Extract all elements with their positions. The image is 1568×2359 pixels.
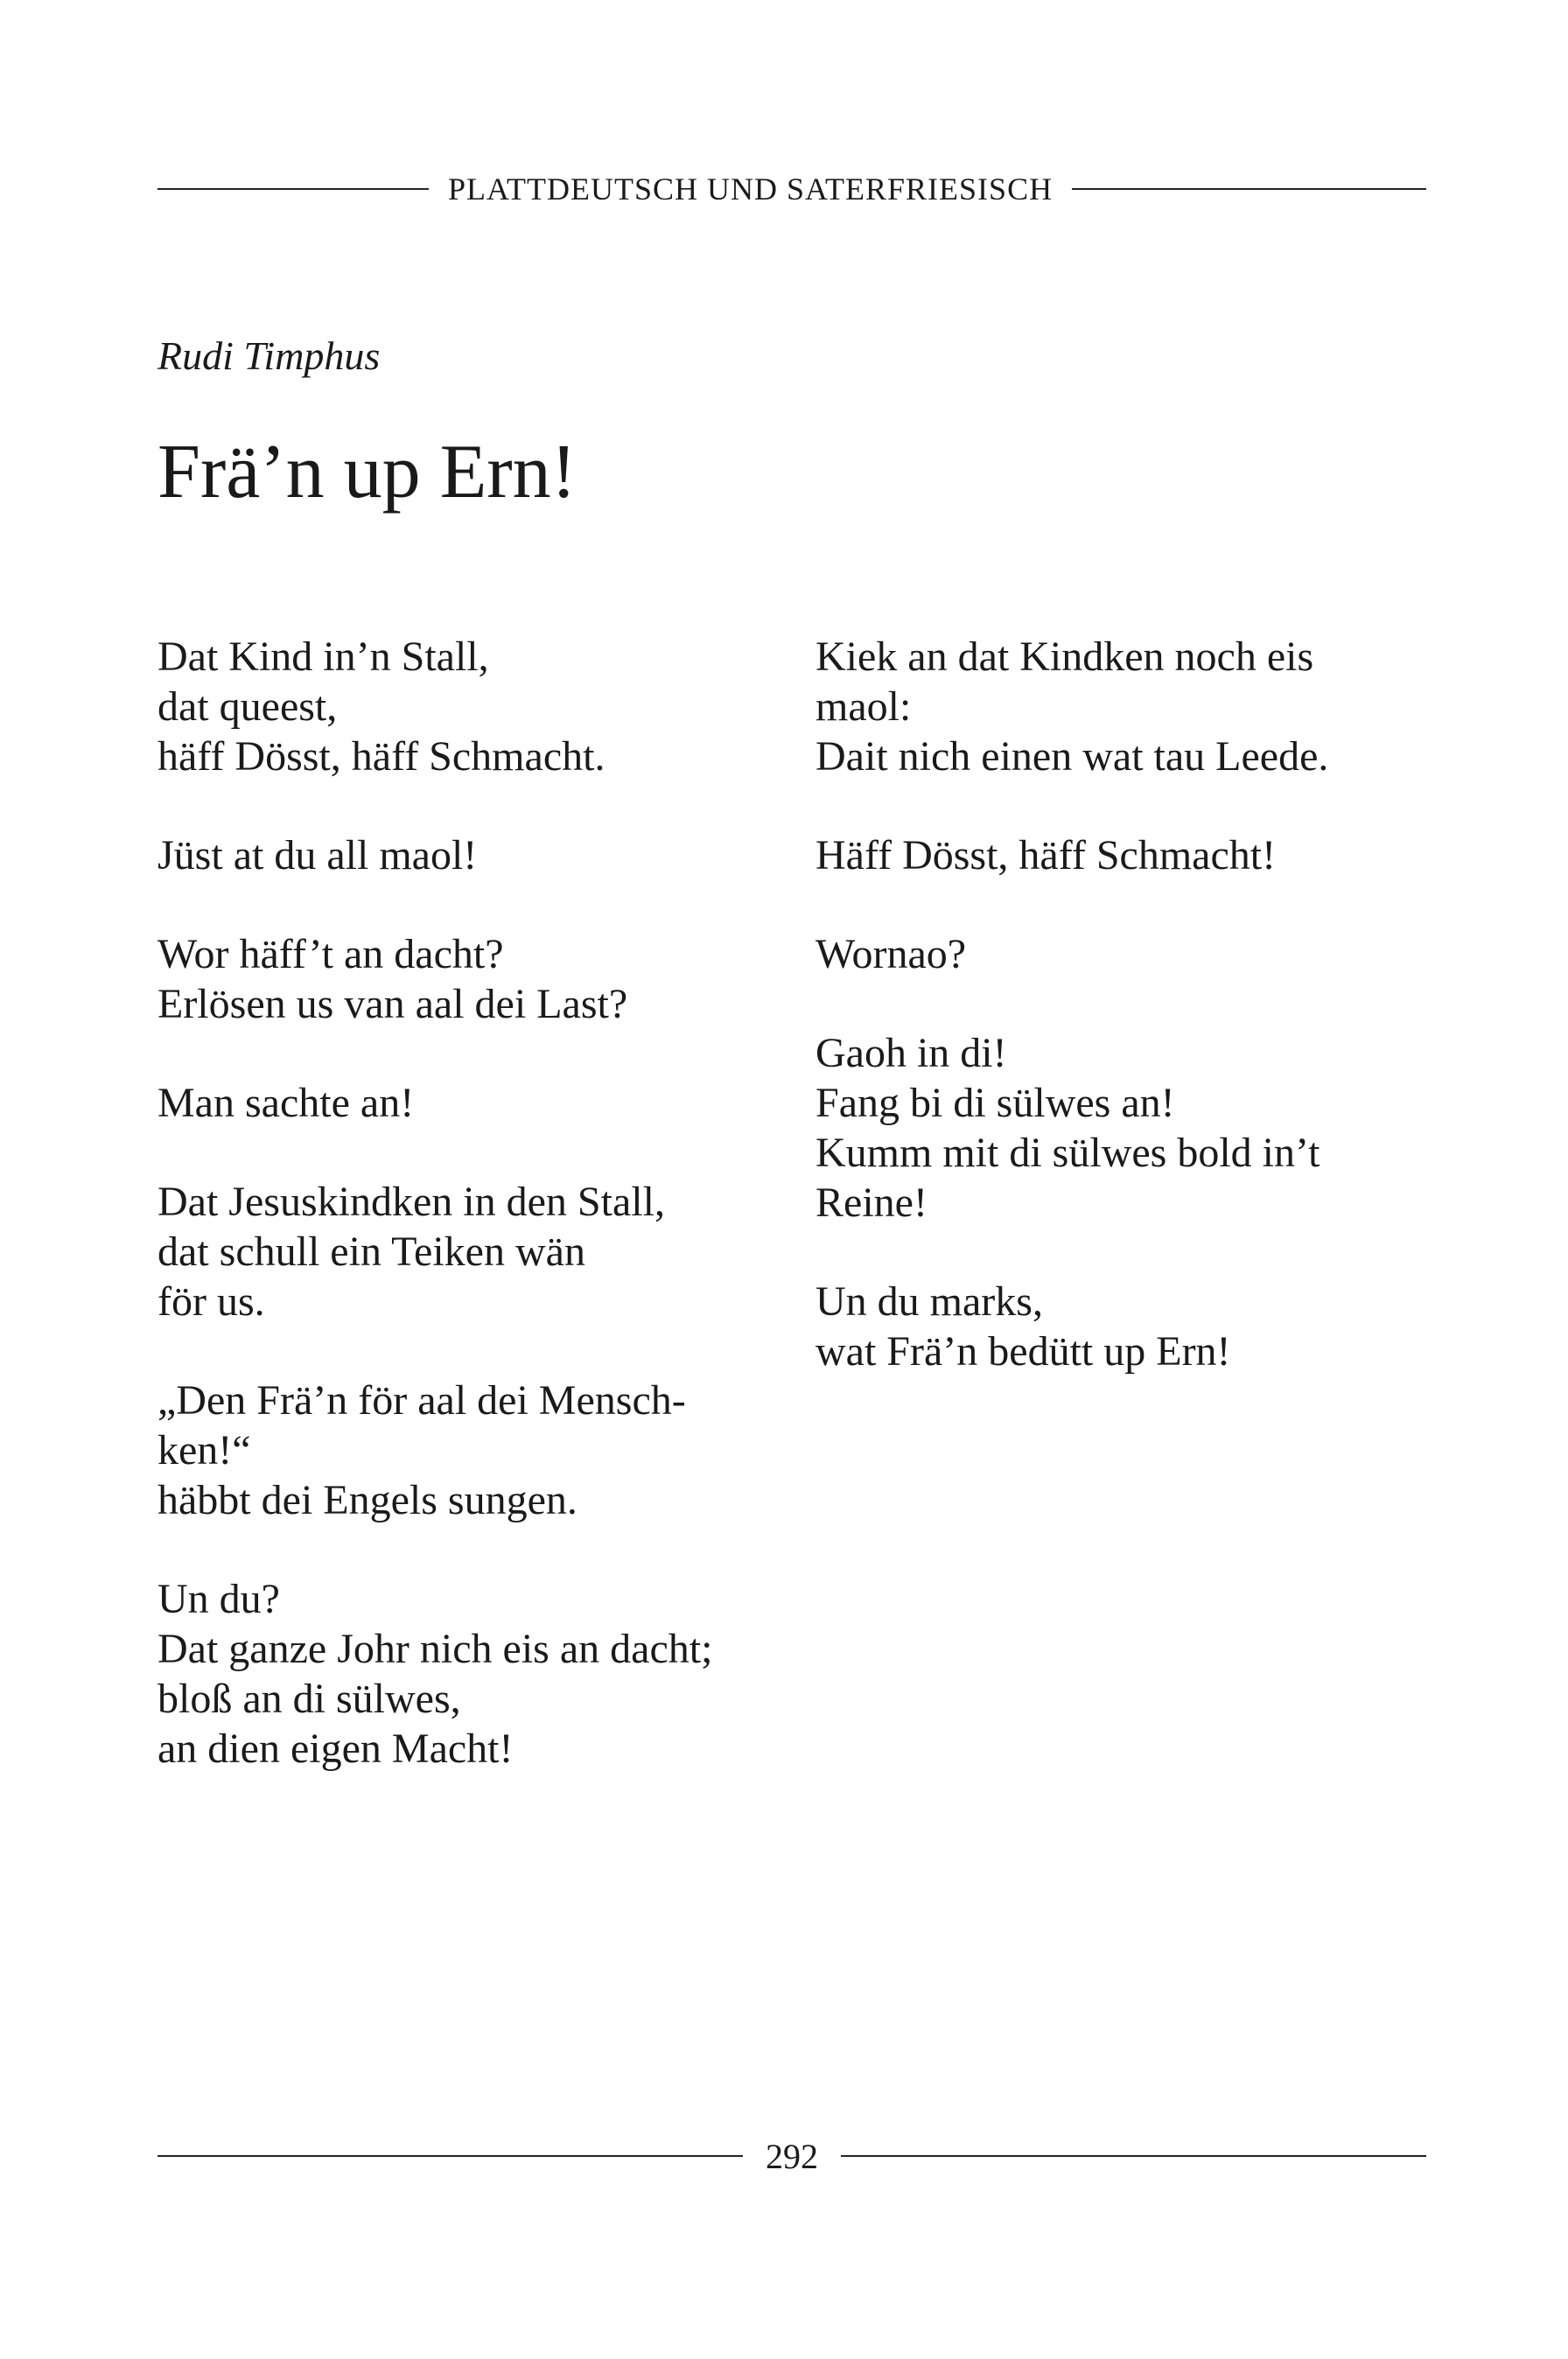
page-number: 292 (766, 2136, 818, 2176)
page-footer (158, 2130, 1426, 2182)
running-header-text: PLATTDEUTSCH UND SATERFRIESISCH (448, 172, 1054, 206)
poem-line: Erlösen us van aal dei Last? (158, 981, 628, 1027)
poem-line: häff Dösst, häff Schmacht. (158, 733, 606, 780)
poem-line: wat Frä’n bedütt up Ern! (816, 1328, 1231, 1375)
poem-line: Dat Jesuskindken in den Stall, (158, 1179, 665, 1225)
stanza (816, 929, 1428, 979)
poem-line: bloß an di sülwes, (158, 1676, 461, 1722)
poem-line: Fang bi di sülwes an! (816, 1080, 1175, 1126)
header-rule-left (158, 188, 429, 190)
stanza (158, 1078, 822, 1128)
stanza (158, 1177, 822, 1326)
poem-line: häbbt dei Engels sungen. (158, 1477, 578, 1523)
poem-line: ken!“ (158, 1427, 251, 1474)
poem-line: Dait nich einen wat tau Leede. (816, 733, 1329, 780)
poem-line: Dat Kind in’n Stall, (158, 634, 489, 680)
poem-line: Kumm mit di sülwes bold in’t (816, 1130, 1320, 1176)
running-header (158, 163, 1426, 215)
poem-line: Häff Dösst, häff Schmacht! (816, 832, 1277, 878)
stanza (158, 632, 822, 781)
footer-rule-left (158, 2155, 743, 2157)
poem-line: Gaoh in di! (816, 1030, 1007, 1076)
author-name: Rudi Timphus (158, 333, 381, 378)
poem-line: Kiek an dat Kindken noch eis (816, 634, 1314, 680)
poem-line: Wornao? (816, 931, 967, 977)
poem-line: Reine! (816, 1180, 928, 1226)
poem-line: dat queest, (158, 683, 338, 730)
stanza (158, 1376, 822, 1525)
poem-column-left (158, 632, 822, 1823)
poem-line: Un du? (158, 1576, 280, 1622)
stanza (158, 1574, 822, 1774)
poem-line: maol: (816, 683, 912, 730)
poem-line: Wor häff’t an dacht? (158, 931, 504, 977)
poem-column-right (816, 632, 1428, 1425)
poem-line: „Den Frä’n för aal dei Mensch- (158, 1377, 686, 1424)
stanza (816, 632, 1428, 781)
poem-line: dat schull ein Teiken wän (158, 1228, 585, 1275)
poem-line: Un du marks, (816, 1278, 1043, 1325)
poem-line: Jüst at du all maol! (158, 832, 478, 878)
header-rule-right (1072, 188, 1426, 190)
poem-line: an dien eigen Macht! (158, 1726, 514, 1772)
stanza (158, 830, 822, 880)
stanza (816, 1028, 1428, 1228)
footer-rule-right (841, 2155, 1426, 2157)
stanza (158, 929, 822, 1029)
poem-title: Frä’n up Ern! (158, 430, 577, 514)
poem-line: för us. (158, 1278, 265, 1325)
stanza (816, 1277, 1428, 1376)
poem-line: Dat ganze Johr nich eis an dacht; (158, 1626, 713, 1672)
stanza (816, 830, 1428, 880)
poem-line: Man sachte an! (158, 1080, 415, 1126)
